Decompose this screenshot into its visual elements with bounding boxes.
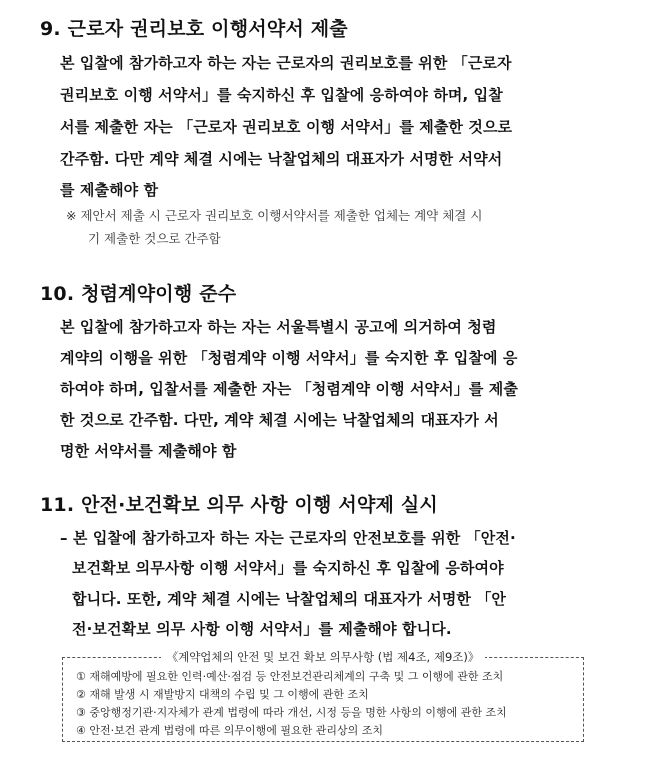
section-10-line-1: 본 입찰에 참가하고자 하는 자는 서울특별시 공고에 의거하여 청렴	[60, 318, 497, 336]
section-9-line-4: 간주함. 다만 계약 체결 시에는 낙찰업체의 대표자가 서명한 서약서	[60, 150, 503, 168]
section-11-title: 11. 안전·보건확보 의무 사항 이행 서약제 실시	[40, 494, 438, 516]
section-9-title: 9. 근로자 권리보호 이행서약서 제출	[40, 18, 348, 40]
section-9-line-5: 를 제출해야 함	[60, 181, 159, 199]
duty-box-title-text: 《계약업체의 안전 및 보건 확보 의무사항 (법 제4조, 제9조)》	[161, 650, 486, 664]
section-9-note-line-2: 기 제출한 것으로 간주함	[88, 231, 221, 246]
section-10-line-2: 계약의 이행을 위한 「청렴계약 이행 서약서」를 숙지한 후 입찰에 응	[60, 349, 518, 367]
section-10-line-4: 한 것으로 간주함. 다만, 계약 체결 시에는 낙찰업체의 대표자가 서	[60, 411, 499, 429]
duty-box-title	[62, 649, 584, 665]
section-11-line-3: 합니다. 또한, 계약 체결 시에는 낙찰업체의 대표자가 서명한 「안	[72, 590, 507, 608]
duty-box-item-4: ④ 안전·보건 관계 법령에 따른 의무이행에 필요한 관리상의 조치	[76, 724, 383, 737]
section-9-note-line-1: ※ 제안서 제출 시 근로자 권리보호 이행서약서를 제출한 업체는 계약 체결 시	[66, 208, 483, 223]
duty-box-item-2: ② 재해 발생 시 재발방지 대책의 수립 및 그 이행에 관한 조치	[76, 688, 369, 701]
section-10-line-3: 하여야 하며, 입찰서를 제출한 자는 「청렴계약 이행 서약서」를 제출	[60, 380, 518, 398]
duty-box-item-1: ① 재해예방에 필요한 인력·예산·점검 등 안전보건관리체계의 구축 및 그 이행에 관한 조치	[76, 670, 504, 683]
section-9-line-1: 본 입찰에 참가하고자 하는 자는 근로자의 권리보호를 위한 「근로자	[60, 54, 512, 72]
section-9-line-2: 권리보호 이행 서약서」를 숙지하신 후 입찰에 응하여야 하며, 입찰	[60, 86, 503, 104]
section-10-line-5: 명한 서약서를 제출해야 함	[60, 442, 237, 460]
section-11-line-1: – 본 입찰에 참가하고자 하는 자는 근로자의 안전보호를 위한 「안전·	[60, 529, 516, 547]
section-10-title: 10. 청렴계약이행 준수	[40, 283, 237, 305]
duty-box-item-3: ③ 중앙행정기관·지자체가 관계 법령에 따라 개선, 시정 등을 명한 사항의 이행에 관한 조치	[76, 706, 507, 719]
section-11-line-2: 보건확보 의무사항 이행 서약서」를 숙지하신 후 입찰에 응하여야	[72, 559, 504, 577]
section-11-line-4: 전·보건확보 의무 사항 이행 서약서」를 제출해야 합니다.	[72, 620, 452, 638]
section-9-line-3: 서를 제출한 자는 「근로자 권리보호 이행 서약서」를 제출한 것으로	[60, 118, 513, 136]
